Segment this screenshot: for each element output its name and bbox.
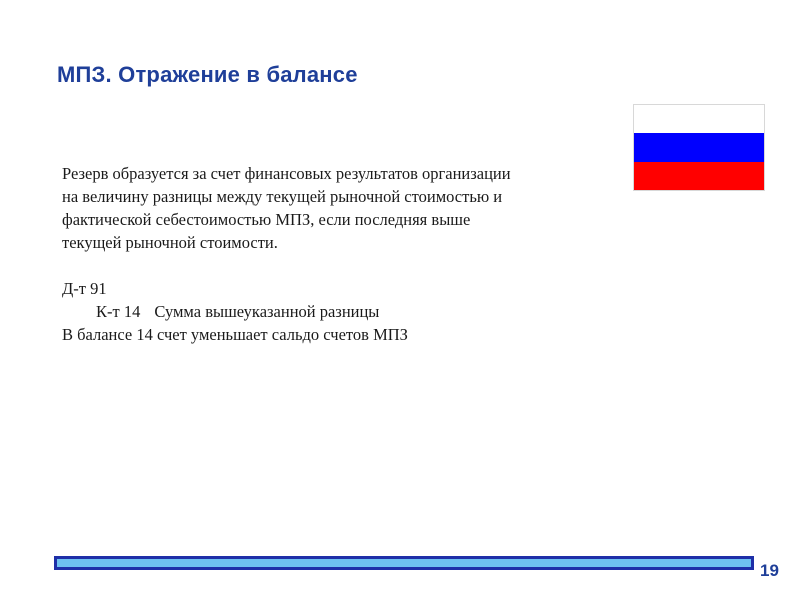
spacer bbox=[62, 254, 622, 277]
page-number: 19 bbox=[760, 561, 779, 580]
flag-stripe-white bbox=[634, 105, 764, 133]
flag-stripe-blue bbox=[634, 133, 764, 161]
footer-bar bbox=[54, 556, 754, 570]
credit-account: К-т 14 bbox=[96, 302, 141, 321]
paragraph-line: Резерв образуется за счет финансовых результатов организации bbox=[62, 164, 511, 183]
balance-note: В балансе 14 счет уменьшает сальдо счетов МПЗ bbox=[62, 325, 408, 344]
slide-title: МПЗ. Отражение в балансе bbox=[57, 62, 358, 87]
credit-description: Сумма вышеуказанной разницы bbox=[154, 302, 380, 321]
paragraph-line: текущей рыночной стоимости. bbox=[62, 233, 278, 252]
russian-flag-image bbox=[633, 104, 765, 191]
paragraph-line: фактической себестоимостью МПЗ, если последняя выше bbox=[62, 210, 471, 229]
slide-body bbox=[62, 162, 622, 346]
credit-entry bbox=[62, 300, 622, 323]
debit-entry: Д-т 91 bbox=[62, 279, 107, 298]
flag-stripe-red bbox=[634, 162, 764, 190]
paragraph-line: на величину разницы между текущей рыночной стоимостью и bbox=[62, 187, 503, 206]
